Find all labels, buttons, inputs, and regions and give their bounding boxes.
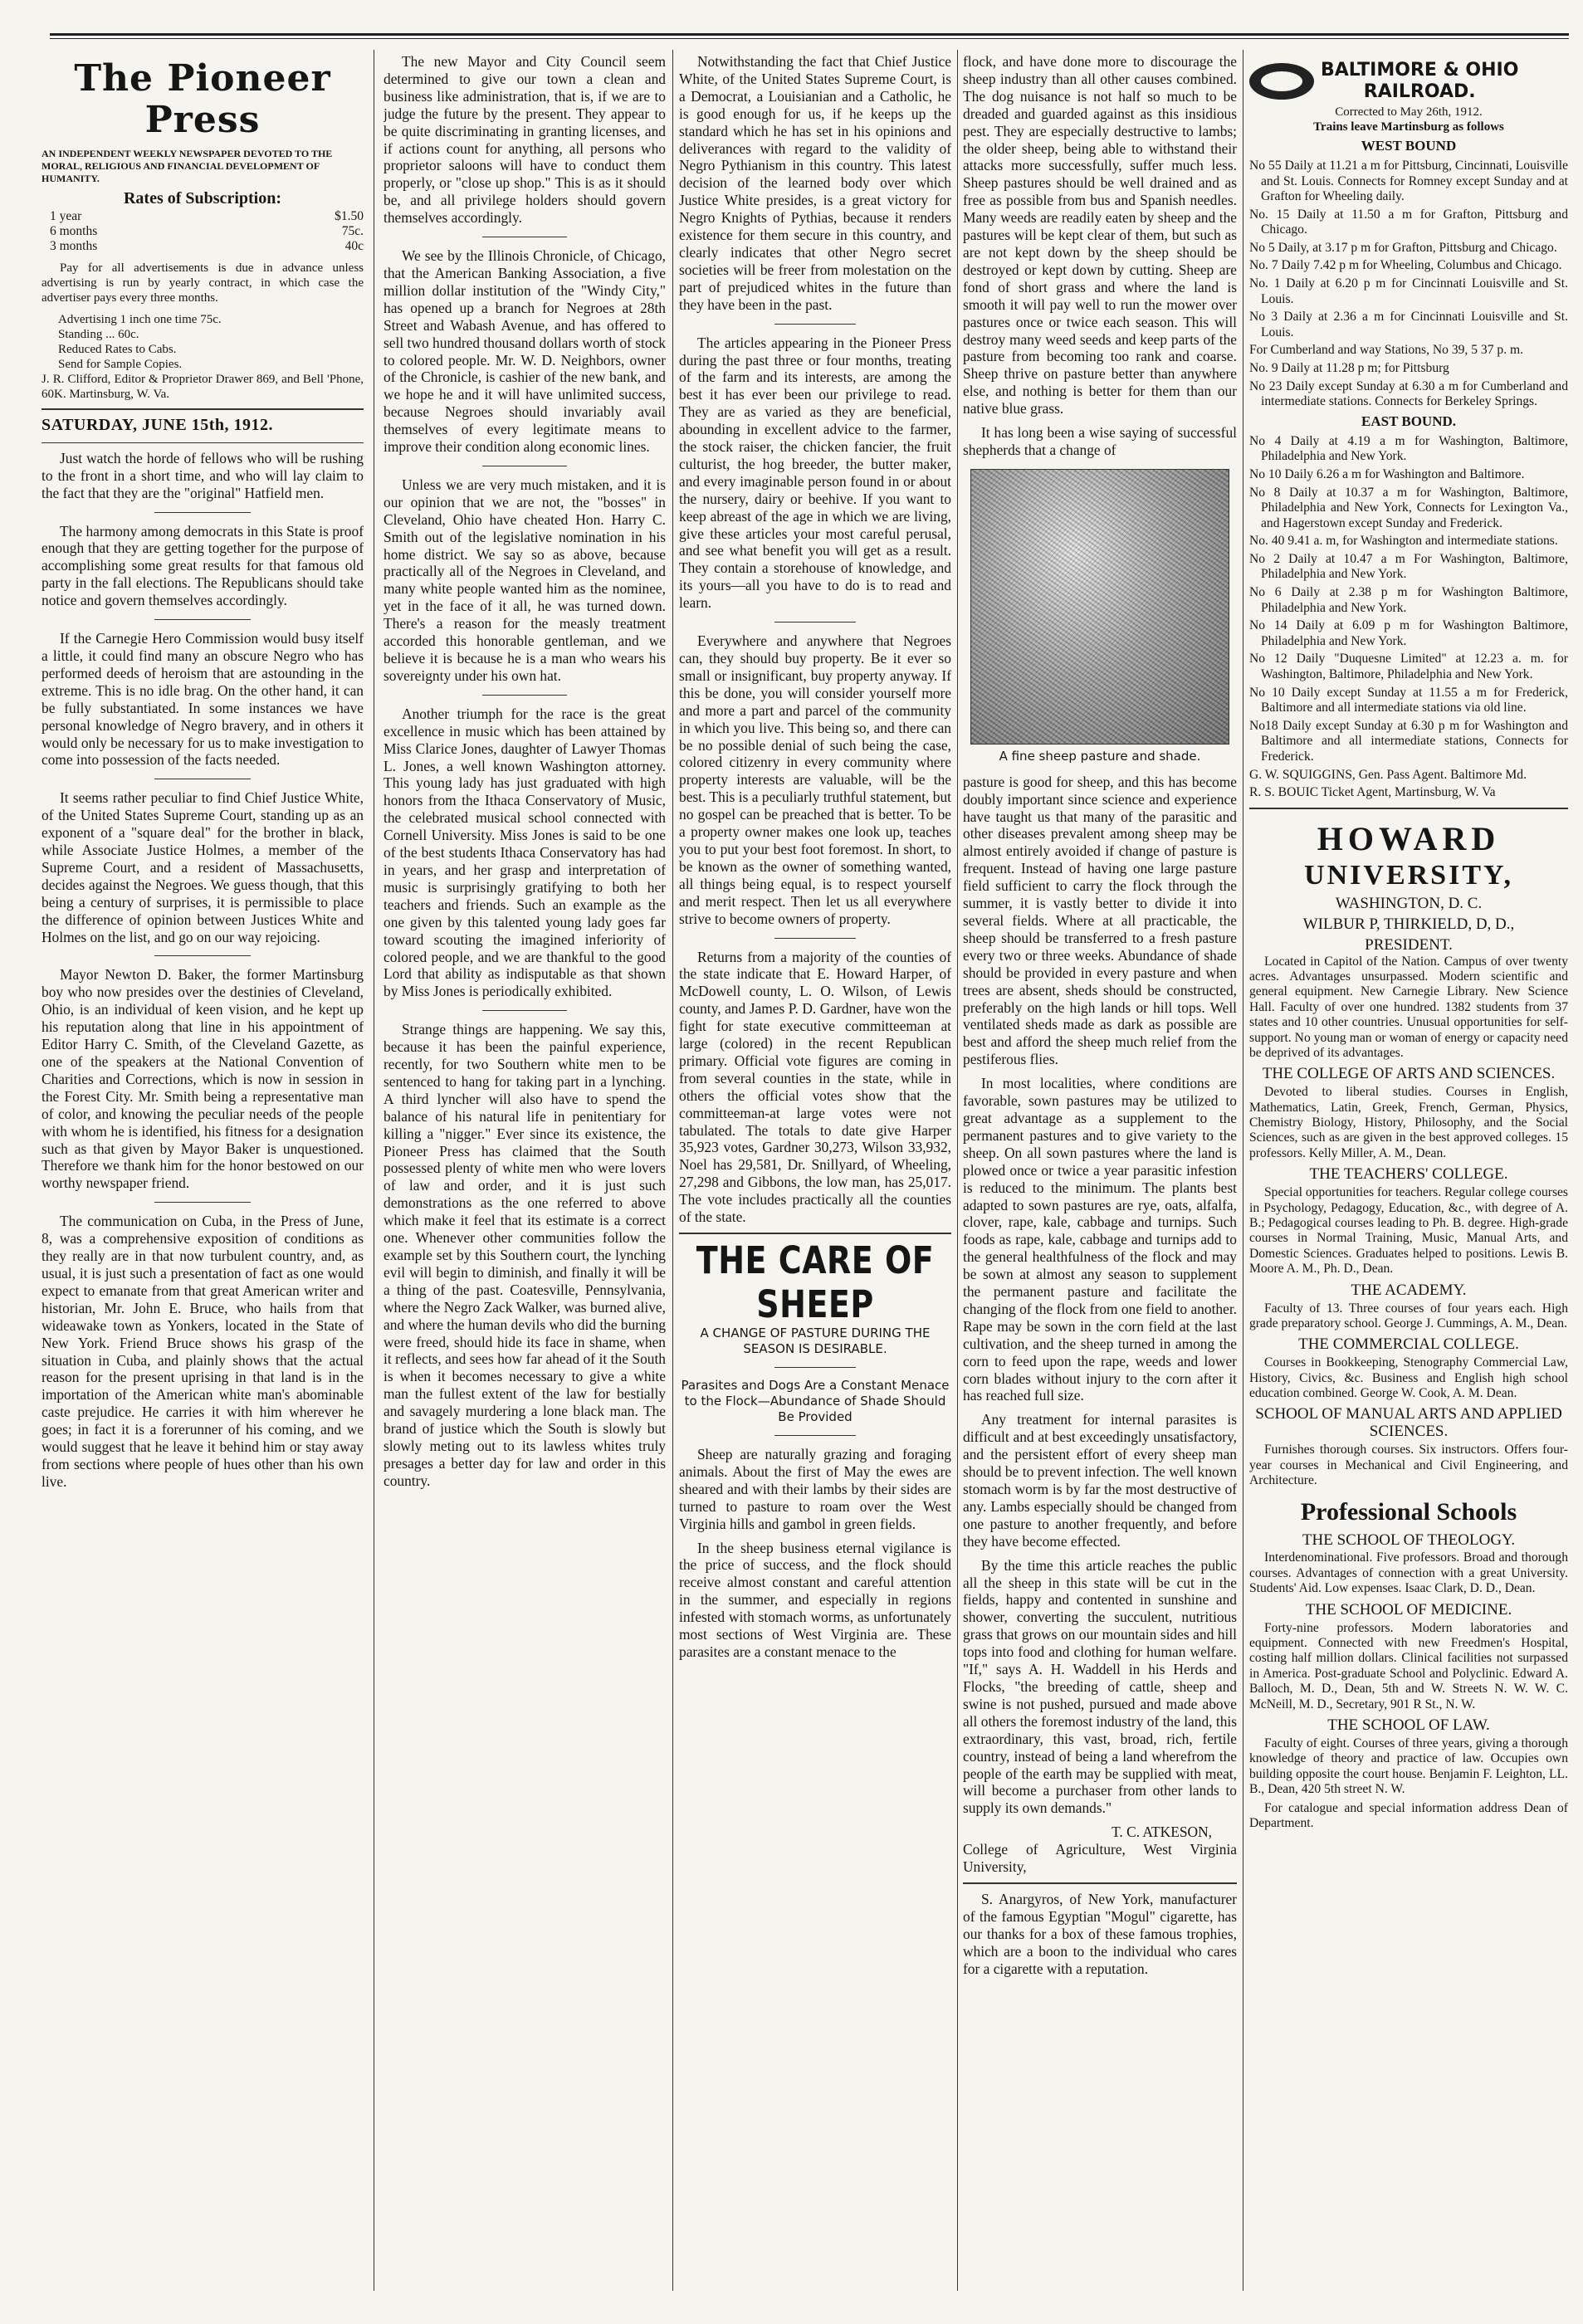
railroad-title: BALTIMORE & OHIO RAILROAD. xyxy=(1321,60,1519,102)
editorial-paragraph: Just watch the horde of fellows who will be rushing to the front in a short time, and who will lay claim to the fact that they are the "original" Hatfield men. xyxy=(42,449,364,501)
column-3 xyxy=(679,53,951,2294)
professional-schools-heading: Professional Schools xyxy=(1300,1497,1517,1526)
sheep-pasture-photo xyxy=(970,469,1229,745)
editorial-paragraph: The harmony among democrats in this State is proof enough that they are getting together for the purpose of accomplishing some great results for that famous old party in the fall elections. The Republicans should take notice and govern themselves accordingly. xyxy=(42,522,364,609)
editorial-paragraph: Another triumph for the race is the great excellence in music which has been attained by Miss Clarice Jones, daughter of Lawyer Thomas L. Jones, a well known Washington attorney. This young lady has just graduated with high honors from the Ithaca Conservatory of Music, the celebrated musical school connected with Cornell University. Miss Jones is said to be one of the best students Ithaca Conservatory has had in years, and her grasp and interpretation of music is surprisingly gratifying to both her teachers and friends. Such an example as the one given by this talented young lady goes far toward scouting the imagined inferiority of colored people, and we are thankful to the good Lord that ability as indisputable as that shown by Miss Jones is periodically exhibited. xyxy=(384,705,666,1000)
column-2 xyxy=(384,53,666,2294)
university-title: UNIVERSITY, xyxy=(1304,859,1513,891)
divider xyxy=(963,1882,1237,1884)
editorial-paragraph: Returns from a majority of the counties of the state indicate that E. Howard Harper, of McDowell county, L. O. Wilson, of Lewis county, and James P. D. Gardner, have won the fight for state executive committeeman at large (colored) in the recent Republican primary. Official vote figures are coming in from several counties in the state, while in others the official votes show that the committeeman-at large votes were not tabulated. The totals to date give Harper 35,923 votes, Gardner 30,273, Wilson 33,932, Noel has 29,581, Dr. Snillyard, of Wheeling, 27,298 and Gibbons, the low man, has 25,017. The vote includes practically all the counties of the state. xyxy=(679,948,951,1226)
train-entry: For Cumberland and way Stations, No 39, 5 37 p. m. xyxy=(1249,343,1524,358)
university-location: WASHINGTON, D. C. xyxy=(1335,894,1483,912)
college-heading: SCHOOL OF MANUAL ARTS AND APPLIED SCIENCES. xyxy=(1255,1405,1562,1441)
rate-row: 6 months 75c. xyxy=(50,223,364,238)
sheep-subheadline: A CHANGE OF PASTURE DURING THE SEASON IS DESIRABLE. xyxy=(700,1326,931,1356)
article-paragraph: flock, and have done more to discourage the sheep industry than all other causes combined. The dog nuisance is not half so much to be dreaded and guarded against as this insidious pest. They are especially destructive to lambs; the older sheep, being able to withstand their attacks more successfully, suffer much less. Sheep pastures should be well drained and as free as possible from bus and Spanish needles. Many weeds are readily eaten by sheep and the pastures will be kept clear of them, but such as are not kept down by the sheep should be destroyed or kept down by cutting. Sheep are fond of short grass and where the land is smooth it will pay well to run the mower over pastures once or twice each season. This will destroy many weed seeds and keep parts of the pasture from becoming too rank and coarse. Sheep thrive on pasture better than anywhere else, and nothing is better for them than our native blue grass. xyxy=(963,53,1237,417)
article-paragraph: In most localities, where conditions are favorable, sown pastures may be utilized to great advantage as a supplement to the permanent pastures and to give variety to the sheep. On all sown pastures where the land is plowed once or twice a year parasitic infestion is reduced to the minimum. The plants best adapted to sown pastures are rye, oats, alfalfa, clover, rape, kale, cabbage and turnips. Such foods as rape, kale, cabbage and turnips add to the general healthfulness of the flock and may be sown at almost any season to supplement the permanent pasture and facilitate the changing of the flock from one field to another. Rape may be sown in the corn field at the last cultivation, and the sheep turned in among the corn to feed upon the rape, weeds and lower corn blades without injury to the corn after it has reached full size. xyxy=(963,1075,1237,1404)
train-entry: No 3 Daily at 2.36 a m for Cincinnati Louisville and St. Louis. xyxy=(1249,310,1568,339)
column-rule xyxy=(672,50,673,2291)
east-bound-list xyxy=(1249,434,1568,765)
agent-line: R. S. BOUIC Ticket Agent, Martinsburg, W. Va xyxy=(1249,785,1496,800)
train-entry: No. 15 Daily at 11.50 a m for Grafton, Pittsburg and Chicago. xyxy=(1249,207,1568,237)
column-rule xyxy=(957,50,958,2291)
divider xyxy=(482,1010,567,1011)
train-entry: No 10 Daily 6.26 a m for Washington and Baltimore. xyxy=(1249,466,1525,481)
train-entry: No 2 Daily at 10.47 a m For Washington, Baltimore, Philadelphia and New York. xyxy=(1249,551,1568,582)
west-bound-heading: WEST BOUND xyxy=(1361,138,1457,154)
divider xyxy=(774,324,856,325)
west-bound-list xyxy=(1249,159,1568,410)
college-heading: THE SCHOOL OF MEDICINE. xyxy=(1305,1600,1512,1618)
rate-row: 3 months 40c xyxy=(50,238,364,253)
divider xyxy=(482,695,567,696)
schedule-corrected: Corrected to May 26th, 1912. xyxy=(1335,105,1483,119)
editorial-paragraph: The articles appearing in the Pioneer Press during the past three or four months, treating of the farm and its interests, are among the best it has ever been our privilege to read. They are as varied as they are beneficial, abounding in excellent advice to the farmer, the stock raiser, the chicken fancier, the fruit culturist, the hog breeder, the butter maker, and every imaginable person found in or about the nursery, dairy or beehive. If you want to keep abreast of the age in which we are living, give these articles your most careful perusal, and see what benefit you will get as a result. They contain a storehouse of knowledge, and its yours—all you have to do is to read and learn. xyxy=(679,334,951,612)
train-entry: No 12 Daily "Duquesne Limited" at 12.23 a. m. for Washington, Baltimore, Philadelphia and New York. xyxy=(1249,652,1568,682)
divider xyxy=(154,512,251,513)
train-entry: No 55 Daily at 11.21 a m for Pittsburg, Cincinnati, Louisville and St. Louis. Connects for Romney except Sunday and at Grafton for Wheeling daily. xyxy=(1249,158,1568,204)
masthead-title: The Pioneer Press xyxy=(74,57,331,141)
editorial-paragraph: Everywhere and anywhere that Negroes can, they should buy property. Be it ever so small or insignificant, buy property anyway. If this be done, you will consider yourself more and more a part and parcel of the community in which you live. This being so, and there can be no possible denial of such being the case, colored citizenry in every community where property interests are valuable, will be the best. This is a peculiarly truthful statement, but no gospel can be preached that is better. To be a property owner makes one look up, teaches you to put your best foot foremost. In short, to be known as the owner of something wanted, all things being equal, is to respect yourself and merit respect. Then let us all everywhere strive to become owners of property. xyxy=(679,632,951,927)
byline-name: T. C. ATKESON, xyxy=(1112,1824,1212,1841)
ad-rates: Advertising 1 inch one time 75c. Standing ... 60c. Reduced Rates to Cabs. Send for Sample Copies. xyxy=(58,312,222,371)
train-entry: No 6 Daily at 2.38 p m for Washington Baltimore, Philadelphia and New York. xyxy=(1249,585,1568,615)
college-description: Located in Capitol of the Nation. Campus of over twenty acres. Advantages unsurpassed. Modern scientific and general equipment. New Carnegie Library. New Science Hall. Faculty of over one hundred. 1382 students from 37 states and 10 other countries. Unusual opportunities for self-support. No young man or woman of energy or capacity need be deprived of its advantages. xyxy=(1249,954,1568,1060)
catalogue-note: For catalogue and special information address Dean of Department. xyxy=(1249,1800,1568,1830)
masthead-tagline: AN INDEPENDENT WEEKLY NEWSPAPER DEVOTED TO THE MORAL, RELIGIOUS AND FINANCIAL DEVELOPMENT OF HUMANITY. xyxy=(42,148,333,184)
editorial-paragraph: Notwithstanding the fact that Chief Justice White, of the United States Supreme Court, is a Democrat, a Louisianian and a Catholic, he is good enough for us, if he keeps up the standard which he has set in his opinions and deliverances with regard to the validity of Negro Pythianism in this country. This latest decision of the learned body over which Justice White presides, is a great victory for Negro Knights of Pythias, because it renders existence for them secure in this country, and clearly indicates that other Negro secret societies will be freer from molestation on the part of prejudiced whites in the future than they have been in the past. xyxy=(679,53,951,313)
ad-notice: Pay for all advertisements is due in advance unless advertising is run by yearly contract, in which case the advertiser pays every three months. xyxy=(42,261,364,305)
east-bound-heading: EAST BOUND. xyxy=(1361,413,1456,429)
divider xyxy=(679,1233,951,1234)
howard-title: HOWARD xyxy=(1317,819,1501,857)
divider xyxy=(42,408,364,410)
divider xyxy=(1249,808,1568,809)
article-paragraph: Sheep are naturally grazing and foraging animals. About the first of May the ewes are sheared and with their lambs by their sides are turned to pasture to roam over the West Virginia hills and gambol in green fields. xyxy=(679,1446,951,1532)
photo-caption: A fine sheep pasture and shade. xyxy=(999,748,1201,764)
sheep-headline: THE CARE OF SHEEP xyxy=(696,1238,935,1326)
train-entry: No. 9 Daily at 11.28 p m; for Pittsburg xyxy=(1249,361,1449,376)
notice-paragraph: S. Anargyros, of New York, manufacturer of the famous Egyptian "Mogul" cigarette, has our thanks for a box of these famous trophies, which are a boon to the individual who cares for a cigarette with a reputation. xyxy=(963,1890,1237,1977)
editorial-paragraph: It seems rather peculiar to find Chief Justice White, of the United States Supreme Court, standing up as an exponent of a "square deal" for the brother in black, while Associate Justice Holmes, a member of the Supreme Court, and a resident of Massachusetts, decides against the Negroes. We guess though, that this being a century of surprises, it is permissible to place the difference of opinion between Justices White and Holmes on the list, and go on our way rejoicing. xyxy=(42,789,364,945)
byline-affiliation: College of Agriculture, West Virginia University, xyxy=(963,1841,1237,1876)
president-label: PRESIDENT. xyxy=(1365,935,1453,954)
railroad-logo-icon xyxy=(1249,63,1314,100)
college-heading: THE ACADEMY. xyxy=(1351,1281,1467,1299)
college-description: Courses in Bookkeeping, Stenography Commercial Law, History, Civics, &c. Business and English high school education combined. George W. Cook, A. M. Dean. xyxy=(1249,1355,1568,1401)
dateline: SATURDAY, JUNE 15th, 1912. xyxy=(42,415,273,434)
president-name: WILBUR P, THIRKIELD, D, D., xyxy=(1302,915,1515,933)
divider xyxy=(774,938,856,939)
column-4 xyxy=(963,53,1237,2294)
editorial-paragraph: The communication on Cuba, in the Press of June, 8, was a comprehensive exposition of conditions as they really are in that now turbulent country, and, as usual, it is just such a presentation of fact as one would expect to emanate from that great American writer and historian, Mr. John E. Bruce, who hails from that wideawake town as Yonkers, located in the State of New York. Friend Bruce shows his grasp of the situation in Cuba, and plainly shows that the actual reason for the present uprising in that land is in the importation of the American white man's abominable caste prejudice. He carries it with him wherever he goes; in fact it is a forerunner of his coming, and we would suggest that he leave it behind him or stay away from sections where people of hues other than his own live. xyxy=(42,1213,364,1490)
divider xyxy=(154,619,251,620)
editorial-paragraph: If the Carnegie Hero Commission would busy itself a little, it could find many an obscure Negro who has performed deeds of heroism that are astounding in the extreme. This is no idle brag. On the other hand, it can be fully substantiated. In some instances we have personal knowledge of Negro bravery, and in others it would only be necessary for us to make investigation to come into possession of the facts needed. xyxy=(42,630,364,769)
train-entry: No. 40 9.41 a. m, for Washington and intermediate stations. xyxy=(1249,534,1558,549)
top-rule-thin xyxy=(50,38,1569,39)
editorial-paragraph: Unless we are very much mistaken, and it is our opinion that we are not, the "bosses" in Cleveland, Ohio have cheated Hon. Harry C. Smith out of the legislative nomination in his home district. We say so as above, because practically all of the Negroes in Cleveland, and many white people wanted him as the nominee, yet in the face of it all, he was turned down. There's a reason for the measly treatment accorded this honorable gentleman, and we believe it is because he is a man who wears his sovereignty under his own hat. xyxy=(384,476,666,684)
column-1 xyxy=(42,53,364,2294)
college-description: Faculty of eight. Courses of three years, giving a thorough knowledge of theory and practice of law. Occupies own building opposite the court house. Benjamin F. Leighton, LL. B., Dean, 420 5th street N. W. xyxy=(1249,1736,1568,1797)
divider xyxy=(774,1435,856,1436)
column-5 xyxy=(1249,53,1568,2294)
divider xyxy=(154,1202,251,1203)
article-paragraph: In the sheep business eternal vigilance is the price of success, and the flock should receive almost constant and careful attention in the summer, and especially in regions infested with stomach worms, as unfortunately most sections of West Virginia are. These parasites are a constant menace to the xyxy=(679,1539,951,1660)
train-entry: No 4 Daily at 4.19 a m for Washington, Baltimore, Philadelphia and New York. xyxy=(1249,433,1568,464)
rate-row: 1 year $1.50 xyxy=(50,208,364,223)
college-description: Forty-nine professors. Modern laboratories and equipment. Connected with new Freedmen's Hospital, costing half million dollars. Clinical facilities not surpassed in America. Post-graduate School and Polyclinic. Edward A. Balloch, M. D., Dean, 5th and W. Streets N. W. W. C. McNeill, M. D., Secretary, 901 R St., N. W. xyxy=(1249,1620,1568,1711)
college-heading: THE SCHOOL OF LAW. xyxy=(1327,1716,1490,1734)
agent-line: G. W. SQUIGGINS, Gen. Pass Agent. Baltimore Md. xyxy=(1249,767,1527,782)
rates-title: Rates of Subscription: xyxy=(123,189,281,208)
train-entry: No 23 Daily except Sunday at 6.30 a m for Cumberland and intermediate stations. Connects for Berkeley Springs. xyxy=(1249,378,1568,409)
college-heading: THE SCHOOL OF THEOLOGY. xyxy=(1302,1531,1516,1549)
college-description: Interdenominational. Five professors. Broad and thorough courses. Advantages of connection with a great University. Students' Aid. Low expenses. Isaac Clark, D. D., Dean. xyxy=(1249,1550,1568,1596)
college-heading: THE COLLEGE OF ARTS AND SCIENCES. xyxy=(1262,1065,1556,1083)
sheep-dek: Parasites and Dogs Are a Constant Menace to the Flock—Abundance of Shade Should Be Provided xyxy=(681,1378,950,1424)
train-entry: No 8 Daily at 10.37 a m for Washington, Baltimore, Philadelphia and New York, Connects for Lexington Va., and Hagerstown except Sunday and Frederick. xyxy=(1249,485,1568,530)
divider xyxy=(42,442,364,443)
editorial-paragraph: The new Mayor and City Council seem determined to give our town a clean and business like administration, that is, if we are to judge the future by the present. They appear to be quite discriminating in granting licenses, and if actions count for anything, all persons who proprietor saloons will have to conduct them properly, or "close up shop." This is as it should be, and all privilege holders should govern themselves accordingly. xyxy=(384,53,666,227)
rates-table xyxy=(42,209,364,254)
train-entry: No 10 Daily except Sunday at 11.55 a m for Frederick, Baltimore and all intermediate stations via old line. xyxy=(1249,685,1568,715)
top-rule xyxy=(50,33,1569,36)
train-entry: No. 7 Daily 7.42 p m for Wheeling, Columbus and Chicago. xyxy=(1249,258,1562,273)
train-entry: No 5 Daily, at 3.17 p m for Grafton, Pittsburg and Chicago. xyxy=(1249,240,1557,255)
divider xyxy=(154,955,251,956)
editor-info: J. R. Clifford, Editor & Proprietor Drawer 869, and Bell 'Phone, 60K. Martinsburg, W. Va. xyxy=(42,372,364,401)
article-paragraph: Any treatment for internal parasites is difficult and at best exceedingly unsatisfactory, and the persistent effort of every sheep man should be to prevent infection. The well known stomach worm is by far the most destructive of any. Lambs especially should be changed from one pasture to another frequently, and before they have become effected. xyxy=(963,1411,1237,1550)
train-entry: No18 Daily except Sunday at 6.30 p m for Washington and Baltimore and all intermediate stations, Connects for Frederick. xyxy=(1249,718,1568,764)
train-entry: No 14 Daily at 6.09 p m for Washington Baltimore, Philadelphia and New York. xyxy=(1249,618,1568,648)
college-description: Special opportunities for teachers. Regular college courses in Psychology, Pedagogy, Education, &c., with degree of A. B.; Pedagogical courses leading to Ph. B. degree. High-grade courses in Normal Training, Music, Manual Arts, and Domestic Sciences. Graduates helped to positions. Lewis B. Moore A. M., Ph. D., Dean. xyxy=(1249,1185,1568,1277)
schedule-intro: Trains leave Martinsburg as follows xyxy=(1313,120,1504,134)
college-description: Devoted to liberal studies. Courses in English, Mathematics, Latin, Greek, French, German, Physics, Chemistry Biology, History, Philosophy, and the Social Sciences, such as are given in the best approved colleges. 15 professors. Kelly Miller, A. M., Dean. xyxy=(1249,1085,1568,1160)
article-paragraph: It has long been a wise saying of successful shepherds that a change of xyxy=(963,424,1237,458)
college-description: Faculty of 13. Three courses of four years each. High grade preparatory school. George J. Cummings, A. M., Dean. xyxy=(1249,1301,1568,1330)
editorial-paragraph: Mayor Newton D. Baker, the former Martinsburg boy who now presides over the destinies of Cleveland, Ohio, is an individual of keen vision, and he kept up his reputation along that line in his appointment of Editor Harry C. Smith, of the Cleveland Gazette, as one of the speakers at the National Convention of Charities and Corrections, which is now in session in the Forest City. Mr. Smith being a representative man of color, and knowing the peculiar needs of the people with whom he is identified, his fitness for a designation such as that given by Mayor Baker is unquestioned. Therefore we thank him for the honor bestowed on our worthy newspaper friend. xyxy=(42,966,364,1192)
editorial-paragraph: Strange things are happening. We say this, because it has been the painful experience, recently, for two Southern white men to be sentenced to hang for taking part in a lynching. A third lyncher will also have to spend the balance of his natural life in penitentiary for killing a "nigger." Ever since its existence, the Pioneer Press has claimed that the South possessed plenty of white men who were lovers of law and order, and it is just such demonstrations as the one referred to above which make it feel that its estimate is a correct one. Whenever other communities follow the example set by this Southern court, the lynching evil will begin to diminish, and finally it will be a thing of the past. Coatesville, Pennsylvania, where the Negro Zack Walker, was burned alive, and where the human devils who did the burning were freed, should hide its face in shame, when it reflects, and sees how far ahead of it the South is when it becomes necessary to give a white man the fullest extent of the law for bestially and savagely murdering a lone black man. The brand of justice which the South is slowly but slowly meting out to its lawless whites truly presages a better day for law and order in this country. xyxy=(384,1021,666,1489)
college-heading: THE TEACHERS' COLLEGE. xyxy=(1309,1165,1508,1184)
train-entry: No. 1 Daily at 6.20 p m for Cincinnati Louisville and St. Louis. xyxy=(1249,276,1568,306)
college-description: Furnishes thorough courses. Six instructors. Offers four-year courses in Mechanical and Civil Engineering, and Architecture. xyxy=(1249,1443,1568,1488)
college-heading: THE COMMERCIAL COLLEGE. xyxy=(1298,1335,1519,1354)
divider xyxy=(774,1367,856,1368)
article-paragraph: pasture is good for sheep, and this has become doubly important since science and experience have taught us that many of the parasitic and other diseases prevalent among sheep may be almost entirely avoided if change of pasture is frequent. Instead of having one large pasture field sufficient to carry the flock through the summer, it is vastly better to divide it into several fields. Where at all practicable, the sheep should be transferred to a fresh pasture every two or three weeks. Abundance of shade should be provided in every pasture and when trees are absent, sheds should be constructed, preferably on the high lands or hill tops. Well ventilated sheds made as dark as possible are best and afford the sheep much relief from the pestiferous flies. xyxy=(963,773,1237,1068)
railroad-header xyxy=(1249,60,1568,103)
editorial-paragraph: We see by the Illinois Chronicle, of Chicago, that the American Banking Association, a five million dollar institution of the "Windy City," has opened up a branch for Negroes at 28th Street and Wabash Avenue, and has offered to sell two hundred thousand dollars worth of stock to colored people. Mr. W. D. Neighbors, owner of the Chronicle, is cashier of the new bank, and we hope he and it will have unlimited success, because Negroes should invariably avail themselves of every legitimate means to improve their condition along economic lines. xyxy=(384,247,666,456)
article-paragraph: By the time this article reaches the public all the sheep in this state will be cut in the fields, happy and contented in sunshine and shower, converting the succulent, nutritious grass that grows on our mountain sides and hill tops into food and clothing for human welfare. "If," says A. H. Waddell in his Herds and Flocks, "the breeding of cattle, sheep and swine is not pushed, pursued and made above all others the foremost industry of the land, this extraordinary, this vast, broad, rich, fertile country, instead of being a land wherefrom the people of the earth may be supplied with meat, will become a purchaser from other lands to supply its own demands." xyxy=(963,1556,1237,1817)
